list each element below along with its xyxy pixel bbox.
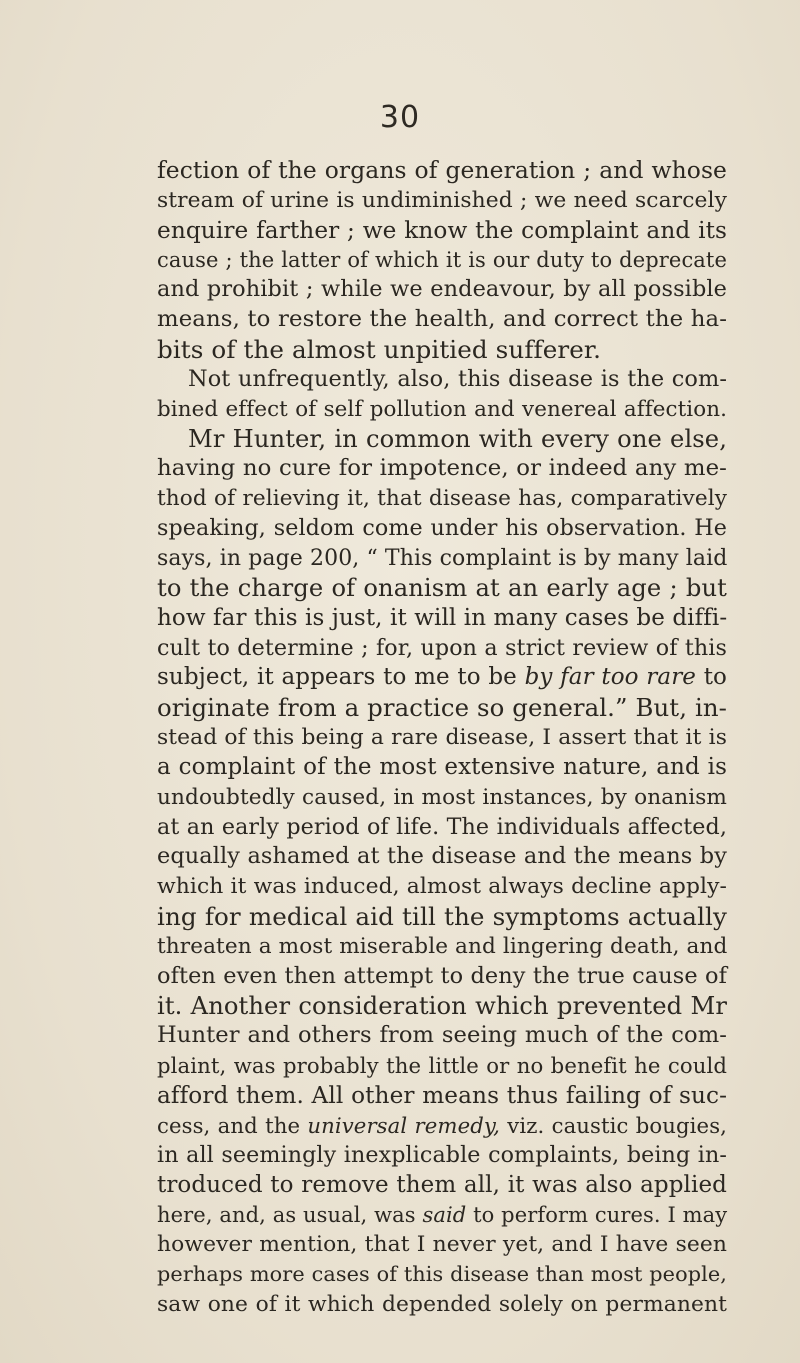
text-line <box>157 1111 727 1141</box>
text-run: viz. caustic bougies, <box>507 1113 728 1138</box>
text-line: having no cure for impotence, or indeed any me- <box>157 455 727 482</box>
italic-run: said <box>422 1202 467 1227</box>
text-line <box>157 1201 727 1231</box>
text-line: perhaps more cases of this disease than most people, <box>157 1262 727 1287</box>
text-line: how far this is just, it will in many cases be diffi- <box>157 604 728 631</box>
text-line: which it was induced, almost always decline apply- <box>157 874 727 900</box>
text-line: undoubtedly caused, in most instances, by onanism <box>157 784 727 810</box>
text-run: here, and, as usual, was <box>157 1202 416 1227</box>
text-line: it. Another consideration which prevented Mr <box>157 991 727 1020</box>
text-line: in all seemingly inexplicable complaints, being in- <box>157 1141 727 1168</box>
text-line: stead of this being a rare disease, I assert that it is <box>157 725 727 751</box>
text-run: subject, it appears to me to be <box>157 664 517 691</box>
text-run: to <box>703 664 727 691</box>
text-line: Hunter and others from seeing much of the com- <box>157 1022 727 1049</box>
text-line: to the charge of onanism at an early age ; but <box>157 573 727 602</box>
text-line: originate from a practice so general.” But, in- <box>157 693 727 723</box>
italic-run: by far too rare <box>524 664 697 691</box>
text-line: often even then attempt to deny the true cause of <box>157 962 727 989</box>
text-line: however mention, that I never yet, and I have seen <box>157 1232 727 1258</box>
text-line: at an early period of life. The individuals affected, <box>157 813 727 840</box>
body-text <box>157 156 727 1320</box>
text-line: ing for medical aid till the symptoms actually <box>157 902 727 932</box>
text-line: troduced to remove them all, it was also applied <box>157 1171 727 1198</box>
italic-run: universal remedy, <box>307 1113 500 1138</box>
text-line: and prohibit ; while we endeavour, by all possible <box>157 276 727 303</box>
text-line: plaint, was probably the little or no benefit he could <box>157 1053 727 1079</box>
text-line: a complaint of the most extensive nature, and is <box>157 753 727 780</box>
text-run: to perform cures. I may <box>473 1202 728 1227</box>
text-line: stream of urine is undiminished ; we need scarcely <box>157 187 727 213</box>
text-line: speaking, seldom come under his observation. He <box>157 515 727 542</box>
text-line: means, to restore the health, and correct the ha- <box>157 306 727 333</box>
page-number: 30 <box>379 100 421 135</box>
text-line: afford them. All other means thus failing of suc- <box>157 1082 727 1110</box>
text-line: bits of the almost unpitied sufferer. <box>157 335 601 365</box>
text-line: bined effect of self pollution and venereal affection. <box>157 396 727 422</box>
text-line: fection of the organs of generation ; and whose <box>157 156 727 184</box>
text-line: saw one of it which depended solely on permanent <box>157 1292 727 1318</box>
text-line: Not unfrequently, also, this disease is the com- <box>188 365 727 392</box>
text-line: enquire farther ; we know the complaint and its <box>157 216 727 244</box>
text-run: cess, and the <box>157 1113 301 1138</box>
text-line: equally ashamed at the disease and the means by <box>157 843 727 870</box>
text-line <box>157 663 727 693</box>
text-line: thod of relieving it, that disease has, comparatively <box>157 486 727 512</box>
text-line: says, in page 200, “ This complaint is by many laid <box>157 545 728 571</box>
text-line: threaten a most miserable and lingering death, and <box>157 933 728 959</box>
text-line: Mr Hunter, in common with every one else, <box>188 424 727 453</box>
text-line: cult to determine ; for, upon a strict review of this <box>157 634 727 661</box>
text-line: cause ; the latter of which it is our duty to deprecate <box>157 247 727 272</box>
